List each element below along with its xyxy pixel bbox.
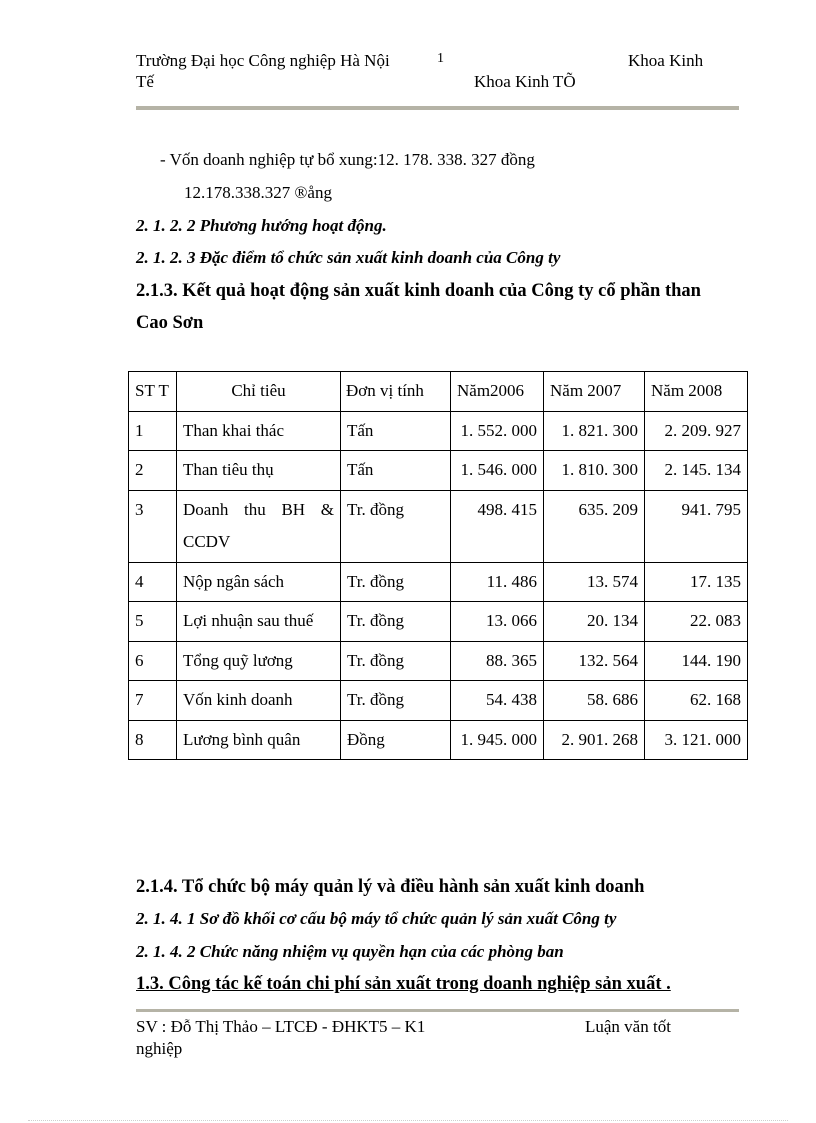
table-row xyxy=(129,490,748,562)
cell-unit: Đồng xyxy=(341,720,451,760)
cell-stt: 8 xyxy=(129,720,177,760)
cell-unit: Tấn xyxy=(341,451,451,491)
col-header-stt: ST T xyxy=(129,372,177,412)
section-2-1-3-title-cont: Cao Sơn xyxy=(136,313,204,333)
cell-stt: 6 xyxy=(129,641,177,681)
cell-unit: Tr. đồng xyxy=(341,562,451,602)
cell-2006: 54. 438 xyxy=(451,681,544,721)
cell-indicator: Doanh thu BH & CCDV xyxy=(177,490,341,562)
cell-2008: 2. 209. 927 xyxy=(645,411,748,451)
table-row xyxy=(129,641,748,681)
cell-2006: 498. 415 xyxy=(451,490,544,562)
cell-2008: 22. 083 xyxy=(645,602,748,642)
cell-2008: 62. 168 xyxy=(645,681,748,721)
section-2-1-4-1: 2. 1. 4. 1 Sơ đồ khối cơ cấu bộ máy tổ chức quản lý sản xuất Công ty xyxy=(136,909,617,928)
col-header-2006: Năm2006 xyxy=(451,372,544,412)
cell-indicator: Nộp ngân sách xyxy=(177,562,341,602)
footer-thesis-label-cont: nghiệp xyxy=(136,1039,183,1058)
header-school-name: Trường Đại học Công nghiệp Hà Nội xyxy=(136,51,390,70)
table-row xyxy=(129,720,748,760)
footer-student: SV : Đỗ Thị Thảo – LTCĐ - ĐHKT5 – K1 xyxy=(136,1017,426,1036)
cell-2006: 88. 365 xyxy=(451,641,544,681)
cell-2007: 132. 564 xyxy=(544,641,645,681)
cell-2006: 11. 486 xyxy=(451,562,544,602)
cell-indicator: Than tiêu thụ xyxy=(177,451,341,491)
table-row xyxy=(129,411,748,451)
capital-line-2: 12.178.338.327 ®ång xyxy=(184,183,332,202)
header-page-number: 1 xyxy=(437,51,444,66)
col-header-2007: Năm 2007 xyxy=(544,372,645,412)
table-header-row xyxy=(129,372,748,412)
cell-2007: 1. 821. 300 xyxy=(544,411,645,451)
cell-2006: 1. 945. 000 xyxy=(451,720,544,760)
cell-2006: 1. 552. 000 xyxy=(451,411,544,451)
col-header-unit: Đơn vị tính xyxy=(341,372,451,412)
cell-indicator: Than khai thác xyxy=(177,411,341,451)
table-row xyxy=(129,681,748,721)
header-department: Khoa Kinh xyxy=(628,51,704,70)
cell-indicator: Lương bình quân xyxy=(177,720,341,760)
cell-unit: Tr. đồng xyxy=(341,641,451,681)
section-2-1-3-title: 2.1.3. Kết quả hoạt động sản xuất kinh doanh của Công ty cổ phần than xyxy=(136,281,701,301)
section-2-1-2-3: 2. 1. 2. 3 Đặc điểm tổ chức sản xuất kinh doanh của Công ty xyxy=(136,248,561,267)
footer-thesis-label: Luận văn tốt xyxy=(585,1017,671,1036)
cell-2008: 3. 121. 000 xyxy=(645,720,748,760)
cell-2007: 13. 574 xyxy=(544,562,645,602)
cell-2007: 2. 901. 268 xyxy=(544,720,645,760)
section-2-1-2-2: 2. 1. 2. 2 Phương hướng hoạt động. xyxy=(136,216,387,235)
section-1-3-title: 1.3. Công tác kế toán chi phí sản xuất trong doanh nghiệp sản xuất . xyxy=(136,974,671,994)
header-school-name-cont: Tế xyxy=(136,72,154,91)
capital-line: - Vốn doanh nghiệp tự bổ xung:12. 178. 338. 327 đồng xyxy=(160,150,535,169)
cell-2008: 144. 190 xyxy=(645,641,748,681)
cell-stt: 3 xyxy=(129,490,177,562)
cell-unit: Tr. đồng xyxy=(341,490,451,562)
cell-stt: 7 xyxy=(129,681,177,721)
header-department-line2: Khoa Kinh TÕ xyxy=(474,72,576,91)
cell-stt: 4 xyxy=(129,562,177,602)
cell-unit: Tr. đồng xyxy=(341,602,451,642)
footer-rule xyxy=(136,1009,739,1012)
cell-2008: 17. 135 xyxy=(645,562,748,602)
cell-2007: 1. 810. 300 xyxy=(544,451,645,491)
cell-stt: 2 xyxy=(129,451,177,491)
cell-indicator: Tổng quỹ lương xyxy=(177,641,341,681)
cell-2007: 635. 209 xyxy=(544,490,645,562)
table-row xyxy=(129,451,748,491)
cell-stt: 5 xyxy=(129,602,177,642)
section-2-1-4-2: 2. 1. 4. 2 Chức năng nhiệm vụ quyền hạn của các phòng ban xyxy=(136,942,564,961)
cell-unit: Tr. đồng xyxy=(341,681,451,721)
business-results-table xyxy=(128,371,748,760)
section-2-1-4-title: 2.1.4. Tổ chức bộ máy quản lý và điều hành sản xuất kinh doanh xyxy=(136,877,645,897)
cell-2007: 58. 686 xyxy=(544,681,645,721)
cell-2008: 2. 145. 134 xyxy=(645,451,748,491)
col-header-indicator: Chỉ tiêu xyxy=(177,372,341,412)
page-edge-divider xyxy=(28,1120,788,1122)
table-row xyxy=(129,602,748,642)
table-row xyxy=(129,562,748,602)
cell-2007: 20. 134 xyxy=(544,602,645,642)
cell-indicator: Lợi nhuận sau thuế xyxy=(177,602,341,642)
cell-2006: 13. 066 xyxy=(451,602,544,642)
col-header-2008: Năm 2008 xyxy=(645,372,748,412)
header-rule xyxy=(136,106,739,110)
cell-indicator: Vốn kinh doanh xyxy=(177,681,341,721)
cell-2008: 941. 795 xyxy=(645,490,748,562)
cell-unit: Tấn xyxy=(341,411,451,451)
cell-2006: 1. 546. 000 xyxy=(451,451,544,491)
cell-stt: 1 xyxy=(129,411,177,451)
